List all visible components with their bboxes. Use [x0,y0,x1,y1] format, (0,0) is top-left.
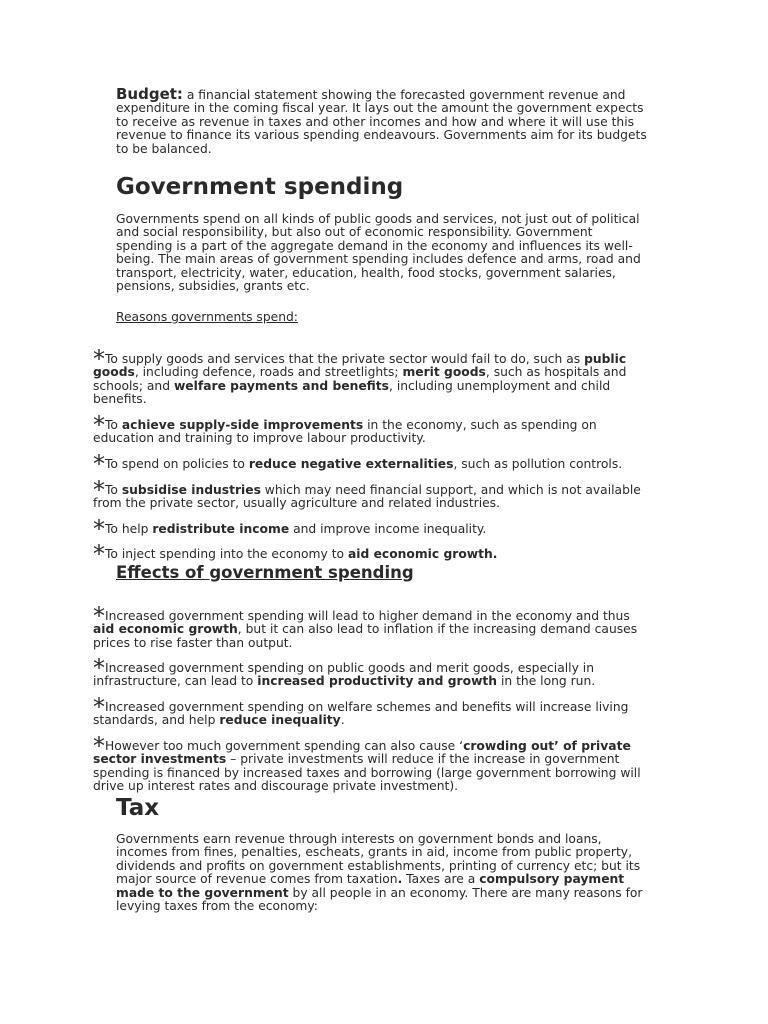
bullet-star-icon: * [93,654,105,682]
reason-item: *To achieve supply-side improvements in the economy, such as spending on education and training to improve labour productivity. [93,411,597,446]
budget-paragraph [116,85,648,156]
bullet-star-icon: * [93,693,105,721]
bullet-star-icon: * [93,476,105,504]
effect-item: *Increased government spending will lead to higher demand in the economy and thus aid economic growth, but it can also lead to inflation if the increasing demand causes prices to rise faster than output. [93,602,638,650]
bullet-star-icon: * [93,732,105,760]
tax-paragraph: Governments earn revenue through interests on government bonds and loans, incomes from fines, penalties, escheats, grants in aid, income from public property, dividends and profits on government establishments, printing of currency etc; but its major source of revenue comes from taxation. Taxes are a compulsory payment made to the government by all people in an economy. There are many reasons for levying taxes from the economy: [116,832,643,914]
effect-item: *Increased government spending on public goods and merit goods, especially in infrastructure, can lead to increased productivity and growth in the long run. [93,654,596,689]
effect-item: *Increased government spending on welfare schemes and benefits will increase living standards, and help reduce inequality. [93,693,629,728]
reason-item: *To help redistribute income and improve income inequality. [93,515,487,543]
reason-item: *To spend on policies to reduce negative externalities, such as pollution controls. [93,450,623,478]
effects-heading: Effects of government spending [116,563,414,582]
bullet-star-icon: * [93,411,105,439]
bullet-star-icon: * [93,540,105,568]
budget-definition: a financial statement showing the forecasted government revenue and expenditure in the coming fiscal year. It lays out the amount the government expects to receive as revenue in taxes and other incomes and how and where it will use this revenue to finance its various spending endeavours. Governments aim for its budgets to be balanced. [116,88,647,156]
bullet-star-icon: * [93,345,105,373]
reason-item: *To supply goods and services that the private sector would fail to do, such as public goods, including defence, roads and streetlights; merit goods, such as hospitals and schools; and welfare payments and benefits, including unemployment and child benefits. [93,345,627,407]
tax-heading: Tax [116,795,160,821]
spending-intro: Governments spend on all kinds of public goods and services, not just out of political and social responsibility, but also out of economic responsibility. Government spending is a part of the aggregate demand in the economy and influences its well-being. The main areas of government spending includes defence and arms, road and transport, electricity, water, education, health, food stocks, government salaries, pensions, subsidies, grants etc. [116,212,641,294]
reasons-title: Reasons governments spend: [116,310,298,324]
reason-item: *To subsidise industries which may need financial support, and which is not available from the private sector, usually agriculture and related industries. [93,476,641,511]
budget-term: Budget: [116,85,183,103]
bullet-star-icon: * [93,450,105,478]
bullet-star-icon: * [93,602,105,630]
reason-item: *To inject spending into the economy to aid economic growth. [93,540,498,568]
bullet-star-icon: * [93,515,105,543]
effect-item: *However too much government spending can also cause ‘crowding out’ of private sector investments – private investments will reduce if the increase in government spending is financed by increased taxes and borrowing (large government borrowing will drive up interest rates and discourage private investment). [93,732,641,794]
government-spending-heading: Government spending [116,174,404,200]
